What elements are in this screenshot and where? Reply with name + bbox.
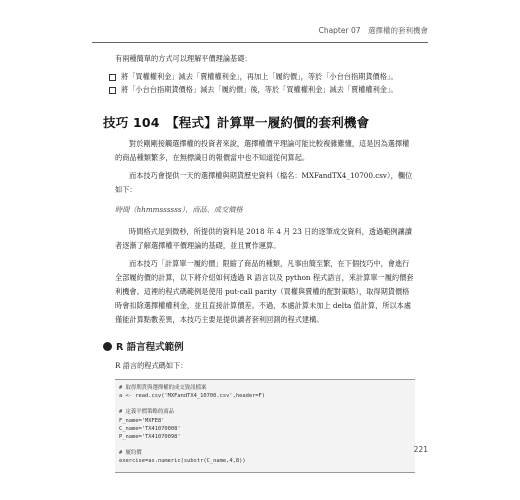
intro-text: 有兩種簡單的方式可以理解平價理論基礎： (115, 54, 252, 63)
code-line: a <- read.csv('MXFandTX4_10700.csv',header=F) (119, 393, 266, 400)
page-header (92, 24, 428, 43)
code-block (115, 379, 415, 473)
code-line: # 取得期貨與選擇權的成交資訊檔案 (119, 385, 207, 391)
page-number: 221 (413, 445, 428, 454)
section-title: 技巧 104 【程式】計算單一履約價的套利機會 (103, 115, 370, 130)
checkbox-icon (109, 87, 116, 94)
code-line: C_name='TX41070008' (119, 425, 181, 432)
paragraph: 時間格式是到微秒，所提供的資料是 2018 年 4 月 23 日的逐筆成交資料，透過範例讓讀者逐漸了解選擇權平價理論的基礎，並且實作運算。 (115, 227, 412, 250)
page-content (103, 52, 415, 473)
subsection-title-text: R 語言程式範例 (116, 342, 184, 353)
bullet-text: 將「小台台指期貨價格」減去「履約價」後，等於「買權權利金」減去「賣權權利金」。 (121, 85, 398, 94)
bullet-item (109, 70, 415, 83)
code-intro: R 語言的程式碼如下： (115, 361, 188, 370)
code-line: # 定義平價策略的商品 (119, 409, 175, 416)
code-line: exercise=as.numeric(substr(C_name,4,8)) (119, 458, 246, 465)
bullet-text: 將「買權權利金」減去「賣權權利金」，再加上「履約價」，等於「小台台指期貨價格」。 (121, 72, 398, 81)
paragraph: 而本技巧「計算單一履約價」限縮了商品的種類，凡事由簡至繁，在下個技巧中，會進行全部履約價的計算，以下將介紹如何透過 R 語言以及 python 程式語言，來計算單一履約價套利機會。這裡的程式碼範例是使用 put-call parity（買權與賣權的配對策略），取得期貨價格時會扣除選擇權權利金，並且直接計算價差。不過，本處計算未加上 delta 值計算，所以本處僅能計算點數差異，本技巧主要是提供讀者套利回測的程式建構。 (115, 259, 414, 324)
field-list: 時間（hhmmssssss）、商品、成交價格 (115, 205, 243, 214)
bullet-circle-icon (103, 342, 112, 351)
chapter-title: Chapter 07 選擇權的套利機會 (318, 26, 428, 35)
paragraph: 而本技巧會提供一天的選擇權與期貨歷史資料（檔名：MXFandTX4_10700.csv），欄位如下： (115, 171, 413, 194)
code-line: F_name='MXFE8' (119, 417, 165, 424)
code-spacer (119, 441, 411, 449)
code-line: # 履約價 (119, 450, 142, 457)
code-line: P_name='TX41070098' (119, 434, 181, 441)
code-spacer (119, 400, 411, 408)
paragraph: 對於剛剛接觸選擇權的投資者來說，選擇權價平理論可能比較複雜難懂，這是因為選擇權的商品種類繁多，在無標識日的報價當中也不知道從何算起。 (115, 139, 410, 162)
bullet-item (109, 83, 415, 96)
checkbox-icon (109, 74, 116, 81)
subsection-title (103, 339, 415, 353)
